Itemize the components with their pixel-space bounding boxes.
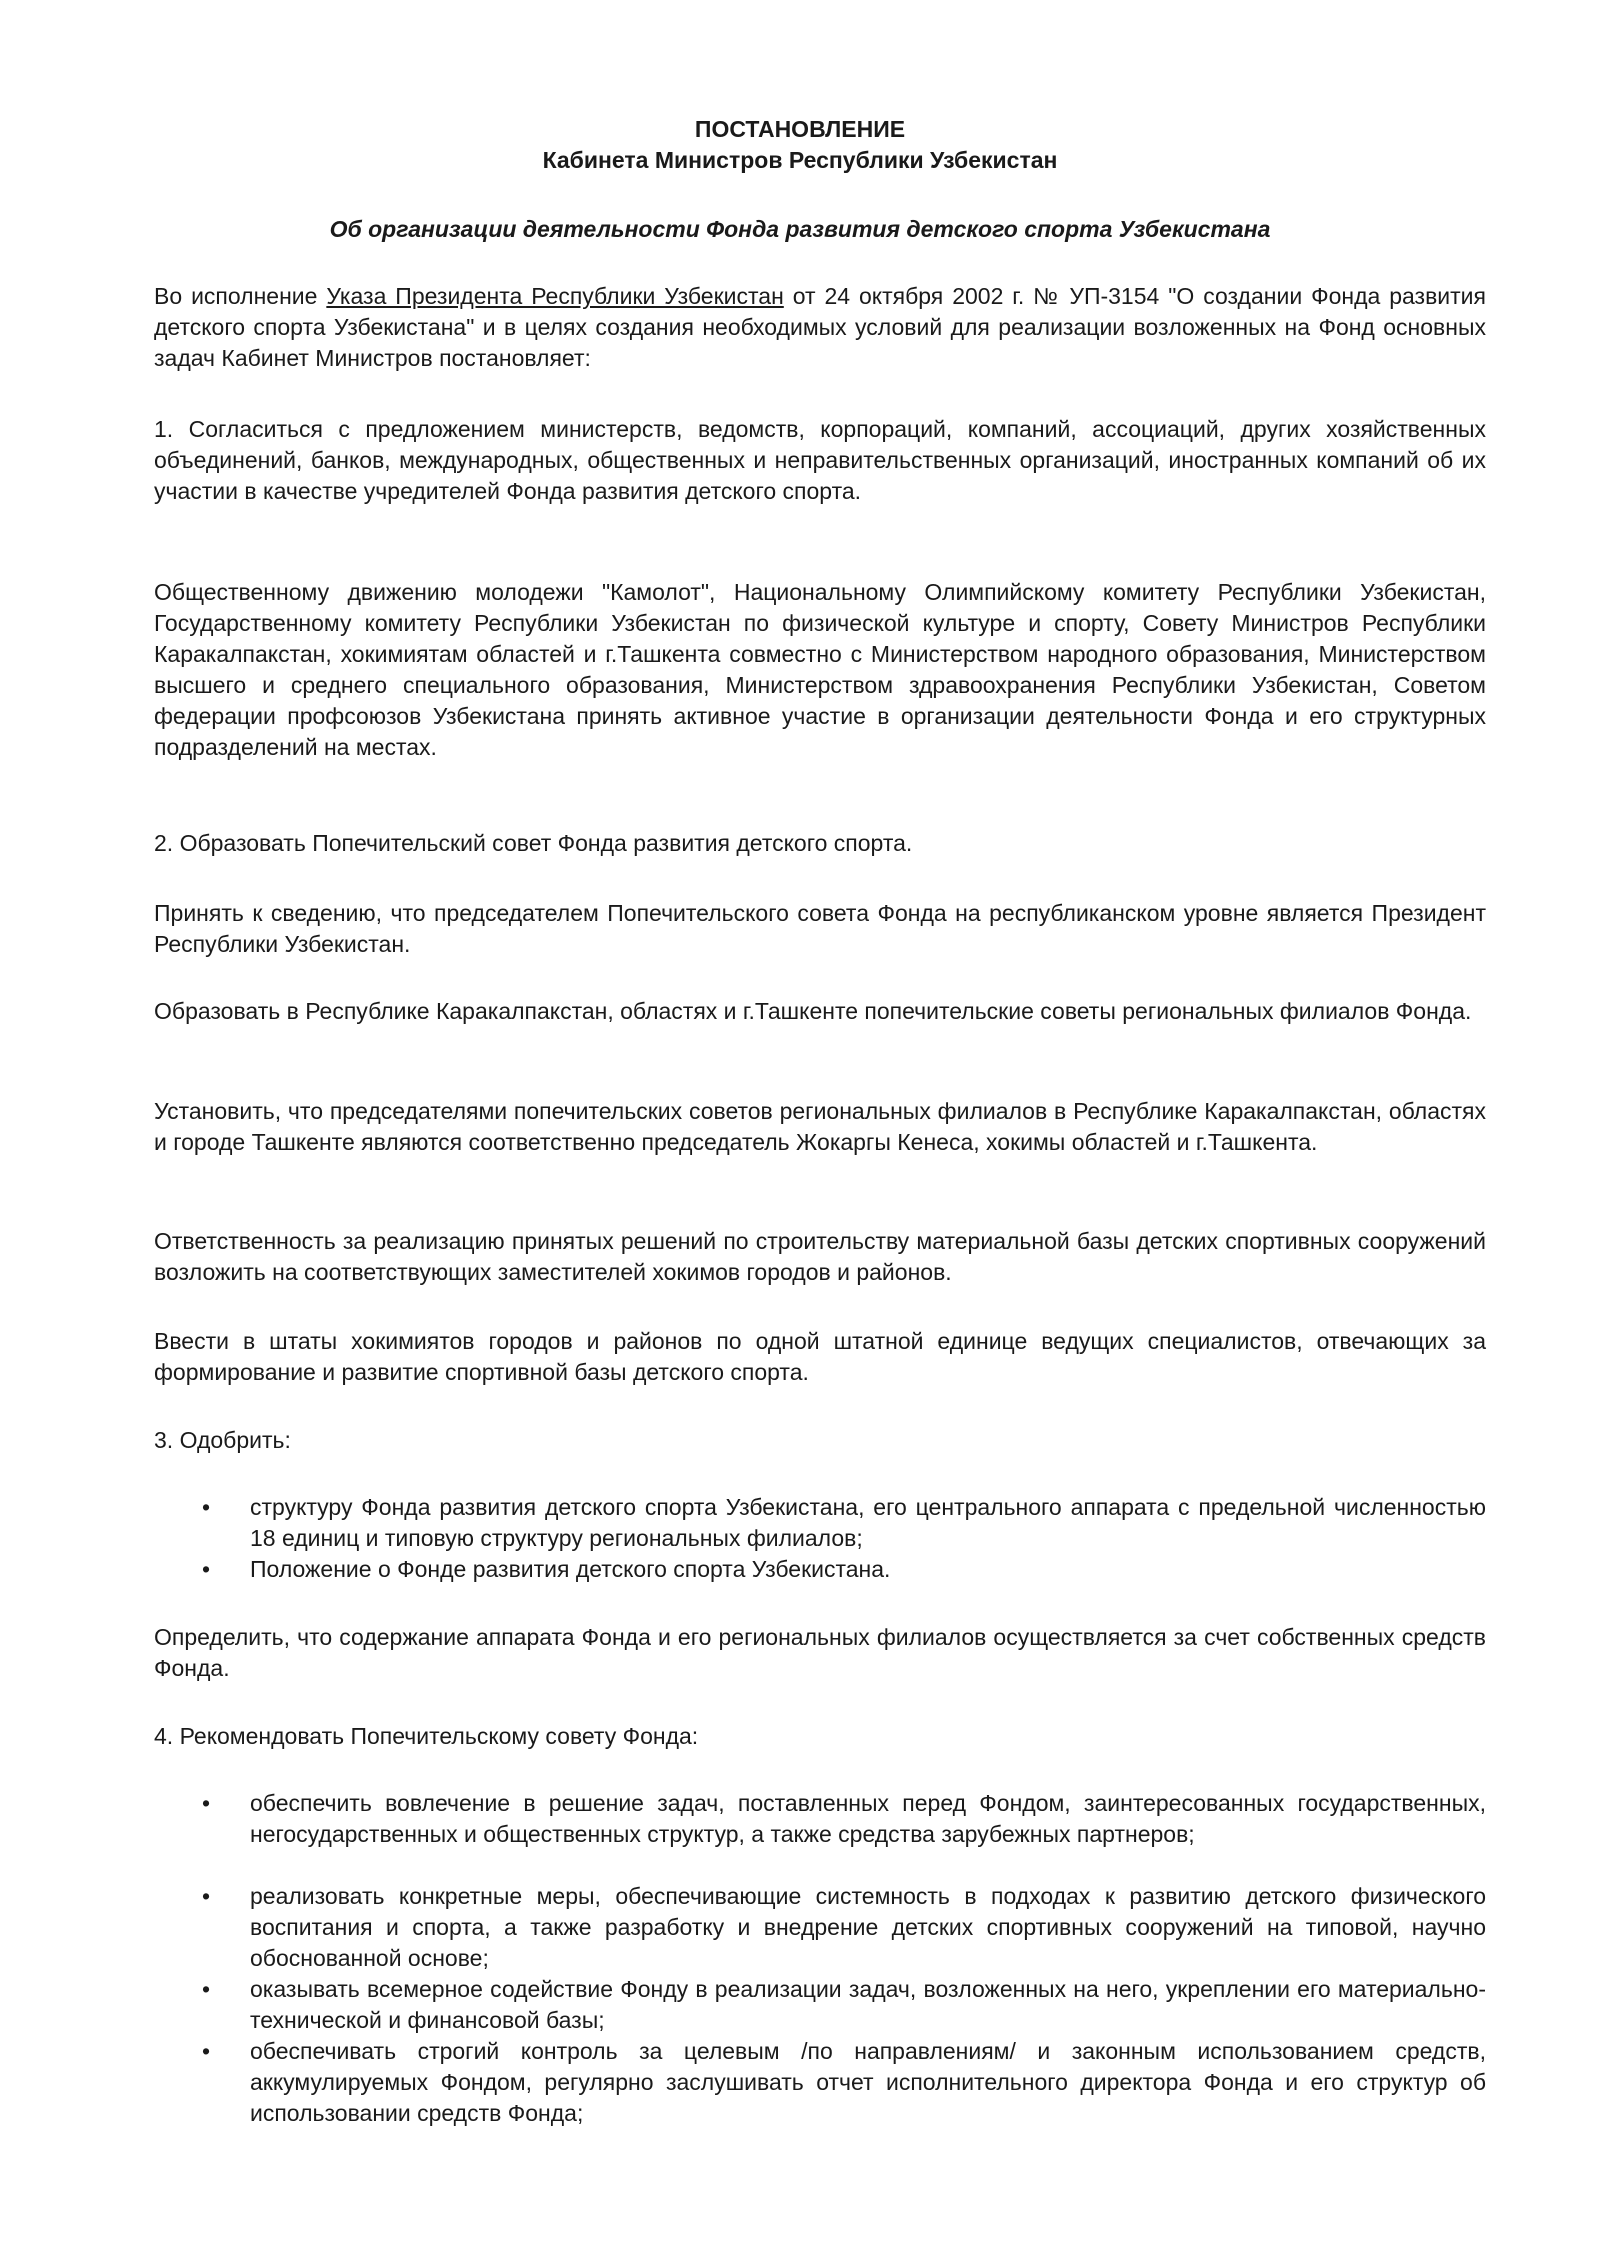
paragraph-2: Общественному движению молодежи "Камолот", Национальному Олимпийскому комитету Республики Узбекистан, Государственному комитету Республики Узбекистан по физической культуре и спорту, Совету Министров Республики Каракалпакстан, хокимиятам областей и г.Ташкента совместно с Министерством народного образования, Министерством высшего и среднего специального образования, Министерством здравоохранения Республики Узбекистан, Советом федерации профсоюзов Узбекистана принять активное участие в организации деятельности Фонда и его структурных подразделений на местах. bbox=[154, 579, 1486, 760]
document-type-heading: ПОСТАНОВЛЕНИЕ bbox=[694, 116, 906, 142]
list-item-text: Положение о Фонде развития детского спорта Узбекистана. bbox=[250, 1556, 891, 1582]
bullet-icon: • bbox=[202, 1883, 211, 1909]
paragraph-5: Образовать в Республике Каракалпакстан, областях и г.Ташкенте попечительские советы региональных филиалов Фонда. bbox=[154, 998, 1472, 1024]
bullet-icon: • bbox=[202, 1790, 211, 1816]
bullet-icon: • bbox=[202, 1494, 211, 1520]
decree-link[interactable]: Указа Президента Республики Узбекистан bbox=[326, 283, 784, 309]
paragraph-6: Установить, что председателями попечительских советов региональных филиалов в Республике Каракалпакстан, областях и городе Ташкенте являются соответственно председатель Жокаргы Кенеса, хокимы областей и г.Ташкента. bbox=[154, 1098, 1486, 1155]
paragraph-10: Определить, что содержание аппарата Фонда и его региональных филиалов осуществляется за счет собственных средств Фонда. bbox=[154, 1624, 1486, 1681]
list-item-text: оказывать всемерное содействие Фонду в реализации задач, возложенных на него, укреплении его материально-технической и финансовой базы; bbox=[250, 1976, 1486, 2033]
intro-text-before-link: Во исполнение bbox=[154, 283, 327, 309]
list-item-text: структуру Фонда развития детского спорта Узбекистана, его центрального аппарата с предельной численностью 18 единиц и типовую структуру региональных филиалов; bbox=[250, 1494, 1486, 1551]
paragraph-8: Ввести в штаты хокимиятов городов и районов по одной штатной единице ведущих специалистов, отвечающих за формирование и развитие спортивной базы детского спорта. bbox=[154, 1328, 1486, 1385]
paragraph-4: Принять к сведению, что председателем Попечительского совета Фонда на республиканском уровне является Президент Республики Узбекистан. bbox=[154, 900, 1486, 957]
list-item-text: реализовать конкретные меры, обеспечивающие системность в подходах к развитию детского физического воспитания и спорта, а также разработку и внедрение детских спортивных сооружений на типовой, научно обоснованной основе; bbox=[250, 1883, 1486, 1971]
intro-paragraph bbox=[154, 281, 1486, 374]
bullet-icon: • bbox=[202, 1976, 211, 2002]
document-title: Об организации деятельности Фонда развития детского спорта Узбекистана bbox=[329, 216, 1271, 242]
paragraph-1: 1. Согласиться с предложением министерств, ведомств, корпораций, компаний, ассоциаций, других хозяйственных объединений, банков, международных, общественных и неправительственных организаций, иностранных компаний об их участии в качестве учредителей Фонда развития детского спорта. bbox=[154, 416, 1486, 504]
issuing-authority-heading: Кабинета Министров Республики Узбекистан bbox=[542, 147, 1058, 173]
paragraph-9: 3. Одобрить: bbox=[154, 1427, 291, 1453]
intro-text-after-link: от 24 октября 2002 г. № УП-3154 "О создании Фонда развития детского спорта Узбекистана" и в целях создания необходимых условий для реализации возложенных на Фонд основных задач Кабинет Министров постановляет: bbox=[154, 283, 1486, 371]
bullet-icon: • bbox=[202, 2038, 211, 2064]
list-item-text: обеспечивать строгий контроль за целевым /по направлениям/ и законным использованием средств, аккумулируемых Фондом, регулярно заслушивать отчет исполнительного директора Фонда и его структур об использовании средств Фонда; bbox=[250, 2038, 1486, 2126]
list-item-text: обеспечить вовлечение в решение задач, поставленных перед Фондом, заинтересованных государственных, негосударственных и общественных структур, а также средства зарубежных партнеров; bbox=[250, 1790, 1486, 1847]
bullet-icon: • bbox=[202, 1556, 211, 1582]
paragraph-7: Ответственность за реализацию принятых решений по строительству материальной базы детских спортивных сооружений возложить на соответствующих заместителей хокимов городов и районов. bbox=[154, 1228, 1486, 1285]
paragraph-3: 2. Образовать Попечительский совет Фонда развития детского спорта. bbox=[154, 830, 913, 856]
paragraph-11: 4. Рекомендовать Попечительскому совету Фонда: bbox=[154, 1723, 699, 1749]
